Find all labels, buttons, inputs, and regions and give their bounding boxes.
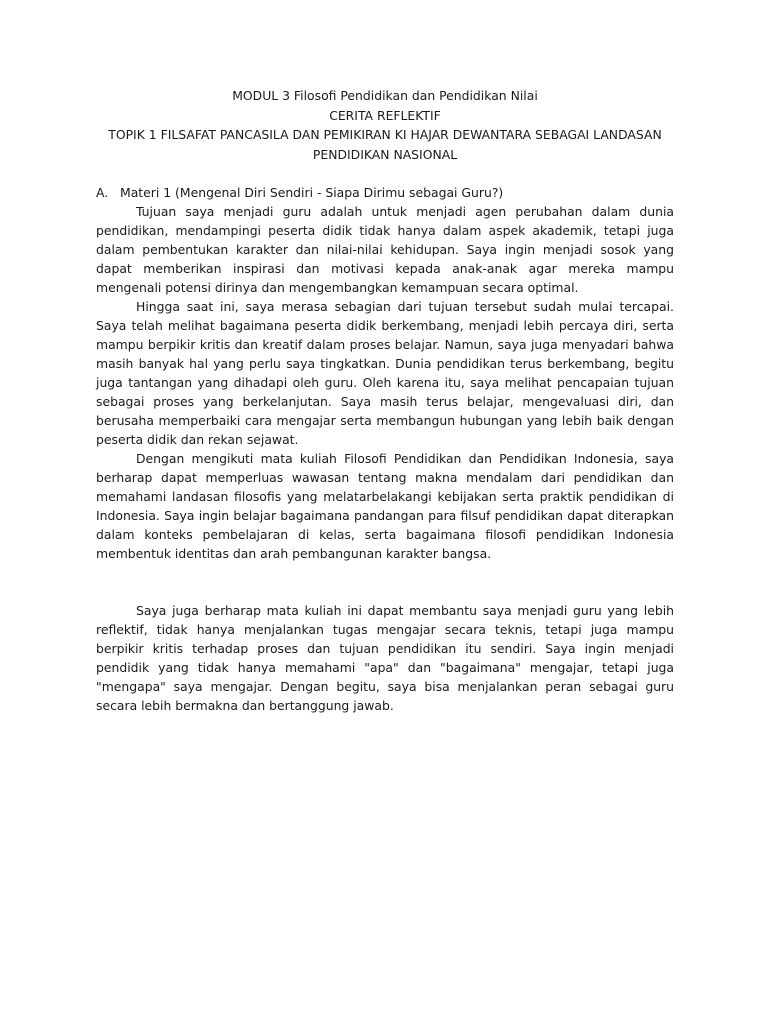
section-title-text: Materi 1 (Mengenal Diri Sendiri - Siapa Dirimu sebagai Guru?) — [120, 185, 504, 200]
section-letter: A. — [96, 185, 109, 200]
document-header — [96, 86, 674, 164]
paragraph: Hingga saat ini, saya merasa sebagian dari tujuan tersebut sudah mulai tercapai. Saya telah melihat bagaimana peserta didik berkembang, menjadi lebih percaya diri, serta mampu berpikir kritis dan kreatif dalam proses belajar. Namun, saya juga menyadari bahwa masih banyak hal yang perlu saya tingkatkan. Dunia pendidikan terus berkembang, begitu juga tantangan yang dihadapi oleh guru. Oleh karena itu, saya melihat pencapaian tujuan sebagai proses yang berkelanjutan. Saya masih terus belajar, mengevaluasi diri, dan berusaha memperbaiki cara mengajar serta membangun hubungan yang lebih baik dengan peserta didik dan rekan sejawat. — [96, 299, 674, 447]
section-heading — [96, 183, 674, 202]
topic-title: TOPIK 1 FILSAFAT PANCASILA DAN PEMIKIRAN KI HAJAR DEWANTARA SEBAGAI LANDASAN PENDIDIKAN NASIONAL — [108, 127, 662, 162]
paragraph-spacer — [96, 563, 674, 601]
document-page — [96, 86, 674, 715]
document-subtitle: CERITA REFLEKTIF — [329, 107, 441, 123]
paragraph: Dengan mengikuti mata kuliah Filosofi Pendidikan dan Pendidikan Indonesia, saya berharap dapat memperluas wawasan tentang makna mendalam dari pendidikan dan memahami landasan filosofis yang melatarbelakangi kebijakan serta praktik pendidikan di Indonesia. Saya ingin belajar bagaimana pandangan para filsuf pendidikan dapat diterapkan dalam konteks pembelajaran di kelas, serta bagaimana filosofi pendidikan Indonesia membentuk identitas dan arah pembangunan karakter bangsa. — [96, 451, 674, 561]
paragraph: Tujuan saya menjadi guru adalah untuk menjadi agen perubahan dalam dunia pendidikan, mendampingi peserta didik tidak hanya dalam aspek akademik, tetapi juga dalam pembentukan karakter dan nilai-nilai kehidupan. Saya ingin menjadi sosok yang dapat memberikan inspirasi dan motivasi kepada anak-anak agar mereka mampu mengenali potensi dirinya dan mengembangkan kemampuan secara optimal. — [96, 204, 674, 295]
paragraph: Saya juga berharap mata kuliah ini dapat membantu saya menjadi guru yang lebih reflektif, tidak hanya menjalankan tugas mengajar secara teknis, tetapi juga mampu berpikir kritis terhadap proses dan tujuan pendidikan itu sendiri. Saya ingin menjadi pendidik yang tidak hanya memahami "apa" dan "bagaimana" mengajar, tetapi juga "mengapa" saya mengajar. Dengan begitu, saya bisa menjalankan peran sebagai guru secara lebih bermakna dan bertanggung jawab. — [96, 603, 674, 713]
document-body — [96, 202, 674, 715]
module-title: MODUL 3 Filosofi Pendidikan dan Pendidikan Nilai — [232, 88, 538, 103]
